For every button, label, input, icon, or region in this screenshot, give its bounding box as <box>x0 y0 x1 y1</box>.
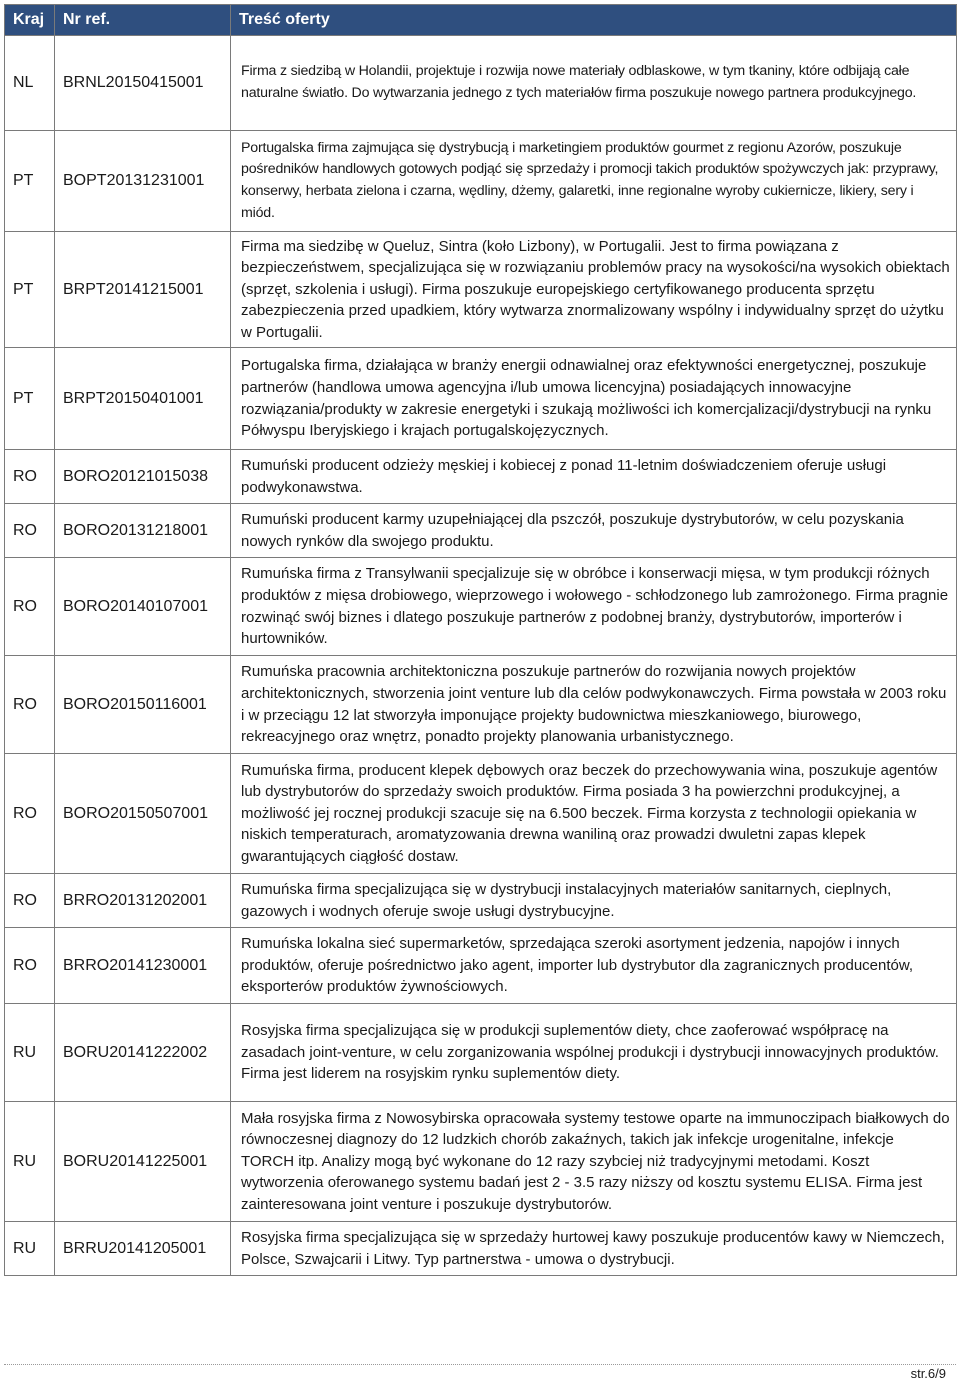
table-row <box>5 348 957 450</box>
offer-cell <box>231 131 957 232</box>
offer-text: Firma z siedzibą w Holandii, projektuje i rozwija nowe materiały odblaskowe, w tym tkaniny, które odbijają całe naturalne światło. Do wytwarzania jednego z tych materiałów firma poszukuje nowego partnera produkcyjnego. <box>241 63 917 101</box>
offer-text: Rumuński producent odzieży męskiej i kobiecej z ponad 11-letnim doświadczeniem oferuje usługi podwykonawstwa. <box>241 456 887 496</box>
header-kraj: Kraj <box>5 5 55 36</box>
offer-cell <box>231 450 957 504</box>
table-row <box>5 874 957 928</box>
ref-cell: BORO20121015038 <box>55 450 231 504</box>
table-header <box>5 5 957 36</box>
ref-cell: BRRO20131202001 <box>55 874 231 928</box>
offer-text: Rosyjska firma specjalizująca się w sprzedaży hurtowej kawy poszukuje producentów kawy w Niemczech, Polsce, Szwajcarii i Litwy. Typ partnerstwa - umowa o dystrybucji. <box>241 1228 945 1268</box>
offer-cell <box>231 656 957 754</box>
country-cell: RO <box>5 558 55 656</box>
country-cell: PT <box>5 232 55 348</box>
table-row <box>5 1004 957 1102</box>
table-row <box>5 656 957 754</box>
ref-cell: BRPT20141215001 <box>55 232 231 348</box>
offer-cell <box>231 1102 957 1222</box>
ref-cell: BRPT20150401001 <box>55 348 231 450</box>
country-cell: RO <box>5 928 55 1004</box>
offer-text: Firma jest liderem na rosyjskim rynku suplementów diety. <box>241 1065 621 1083</box>
ref-cell: BORO20150116001 <box>55 656 231 754</box>
table-body <box>5 36 957 1276</box>
offer-cell <box>231 1222 957 1276</box>
offer-cell <box>231 754 957 874</box>
ref-cell: BORO20131218001 <box>55 504 231 558</box>
table-row <box>5 754 957 874</box>
country-cell: RU <box>5 1222 55 1276</box>
offer-cell <box>231 504 957 558</box>
table-row <box>5 504 957 558</box>
country-cell: RO <box>5 656 55 754</box>
table-row <box>5 1102 957 1222</box>
country-cell: RO <box>5 754 55 874</box>
offer-text: Portugalska firma, działająca w branży energii odnawialnej oraz efektywności energetycznej, poszukuje partnerów (handlowa umowa agencyjna i/lub umowa licencyjna) posiadających innowacyjne rozwiązania/produkty w zakresie energetyki i szukają możliwości ich komercjalizacji/dystrybucji na rynku Półwyspu Iberyjskiego i krajach portugalskojęzycznych. <box>241 357 932 440</box>
offer-text: Rumuńska firma specjalizująca się w dystrybucji instalacyjnych materiałów sanitarnych, cieplnych, gazowych i wodnych oferuje swoje usługi dystrybucyjne. <box>241 880 892 920</box>
country-cell: RU <box>5 1004 55 1102</box>
offer-cell <box>231 1004 957 1102</box>
offer-cell <box>231 928 957 1004</box>
table-row <box>5 558 957 656</box>
offer-text: Rumuńska pracownia architektoniczna poszukuje partnerów do rozwijania nowych projektów architektonicznych, stworzenia joint venture lub dla celów podwykonawczych. Firma powstała w 2003 roku i w przeciągu 12 lat stworzyła imponujące projekty budownictwa mieszkaniowego, biurowego, rekreacyjnego oraz wnętrz, ponadto projekty planowania urbanistycznego. <box>241 663 947 746</box>
ref-cell: BORU20141222002 <box>55 1004 231 1102</box>
offer-text: Rumuńska firma, producent klepek dębowych oraz beczek do przechowywania wina, poszukuje agentów lub dystrybutorów do sprzedaży swoich produktów. Firma posiada 3 ha powierzchni produkcyjnej, a możliwość jej rocznej produkcji szacuje się na 6.500 beczek. Firma korzysta z technologii opiekania w niskich temperaturach, aromatyzowania drewna waniliną oraz prowadzi dwuletni zapas klepek gwarantujących ciągłość dostaw. <box>241 761 938 865</box>
offer-cell <box>231 558 957 656</box>
page-number: str.6/9 <box>910 1366 946 1381</box>
header-nr-ref: Nr ref. <box>55 5 231 36</box>
offer-cell <box>231 36 957 131</box>
offer-text: Rosyjska firma specjalizująca się w produkcji suplementów diety, chce zaoferować współpracę na zasadach joint-venture, w celu zorganizowania wspólnej produkcji i dystrybucji innowacyjnych produktów. <box>241 1022 939 1061</box>
country-cell: RO <box>5 450 55 504</box>
table-row <box>5 36 957 131</box>
offer-text: Rumuńska lokalna sieć supermarketów, sprzedająca szeroki asortyment jedzenia, napojów i innych produktów, oferuje pośrednictwo jako agent, importer lub dystrybutor dla zagranicznych producentów, eksporterów produktów żywnościowych. <box>241 935 914 996</box>
country-cell: PT <box>5 131 55 232</box>
ref-cell: BRNL20150415001 <box>55 36 231 131</box>
country-cell: RU <box>5 1102 55 1222</box>
offer-text: Rumuńska firma z Transylwanii specjalizuje się w obróbce i konserwacji mięsa, w tym produkcji różnych produktów z mięsa drobiowego, wieprzowego i wołowego - schłodzonego lub zamrożonego. Firma pragnie rozwinąć swój biznes i dlatego poszukuje partnerów z podobnej branży, dystrybutorów, importerów i hurtowników. <box>241 565 949 648</box>
offers-table <box>4 4 957 1276</box>
offer-text: Rumuński producent karmy uzupełniającej dla pszczół, poszukuje dystrybutorów, w celu pozyskania nowych rynków dla swojego produktu. <box>241 510 904 550</box>
table-row <box>5 1222 957 1276</box>
offer-text: Firma ma siedzibę w Queluz, Sintra (koło Lizbony), w Portugalii. Jest to firma powiązana z bezpieczeństwem, specjalizująca się w rozwiązaniu problemów pracy na wysokości/na wysokich obiektach (sprzęt, szkolenia i usługi). Firma poszukuje europejskiego certyfikowanego producenta sprzętu zabezpieczenia przed upadkiem, który wytwarza znormalizowany wspólny i indywidualny sprzęt do użytku w Portugalii. <box>241 237 950 341</box>
offer-cell <box>231 348 957 450</box>
offer-cell <box>231 232 957 348</box>
country-cell: PT <box>5 348 55 450</box>
ref-cell: BRRO20141230001 <box>55 928 231 1004</box>
country-cell: NL <box>5 36 55 131</box>
ref-cell: BORO20140107001 <box>55 558 231 656</box>
ref-cell: BORO20150507001 <box>55 754 231 874</box>
ref-cell: BRRU20141205001 <box>55 1222 231 1276</box>
footer-divider <box>4 1364 956 1365</box>
offer-text: Mała rosyjska firma z Nowosybirska opracowała systemy testowe oparte na immunoczipach białkowych do równoczesnej diagnozy do 12 ludzkich chorób zakaźnych, takich jak infekcje urogenitalne, infekcje TORCH itp. Analizy mogą być wykonane do 12 razy szybciej niż tradycyjnymi metodami. Koszt wytworzenia oferowanego systemu badań jest 2 - 3.5 razy niższy od kosztu systemu ELISA. Firma jest zainteresowana joint venture i poszukuje dystrybutorów. <box>241 1109 950 1213</box>
country-cell: RO <box>5 874 55 928</box>
header-tresc: Treść oferty <box>231 5 957 36</box>
table-row <box>5 131 957 232</box>
ref-cell: BORU20141225001 <box>55 1102 231 1222</box>
offer-cell <box>231 874 957 928</box>
table-row <box>5 232 957 348</box>
ref-cell: BOPT20131231001 <box>55 131 231 232</box>
table-row <box>5 450 957 504</box>
table-row <box>5 928 957 1004</box>
offer-text: Portugalska firma zajmująca się dystrybucją i marketingiem produktów gourmet z regionu Azorów, poszukuje pośredników handlowych gotowych podjąć się sprzedaży i promocji takich produktów spożywczych jak: przyprawy, konserwy, herbata zielona i czarna, wędliny, dżemy, galaretki, inne regionalne wyroby cukiernicze, likiery, sery i miód. <box>241 139 939 221</box>
country-cell: RO <box>5 504 55 558</box>
